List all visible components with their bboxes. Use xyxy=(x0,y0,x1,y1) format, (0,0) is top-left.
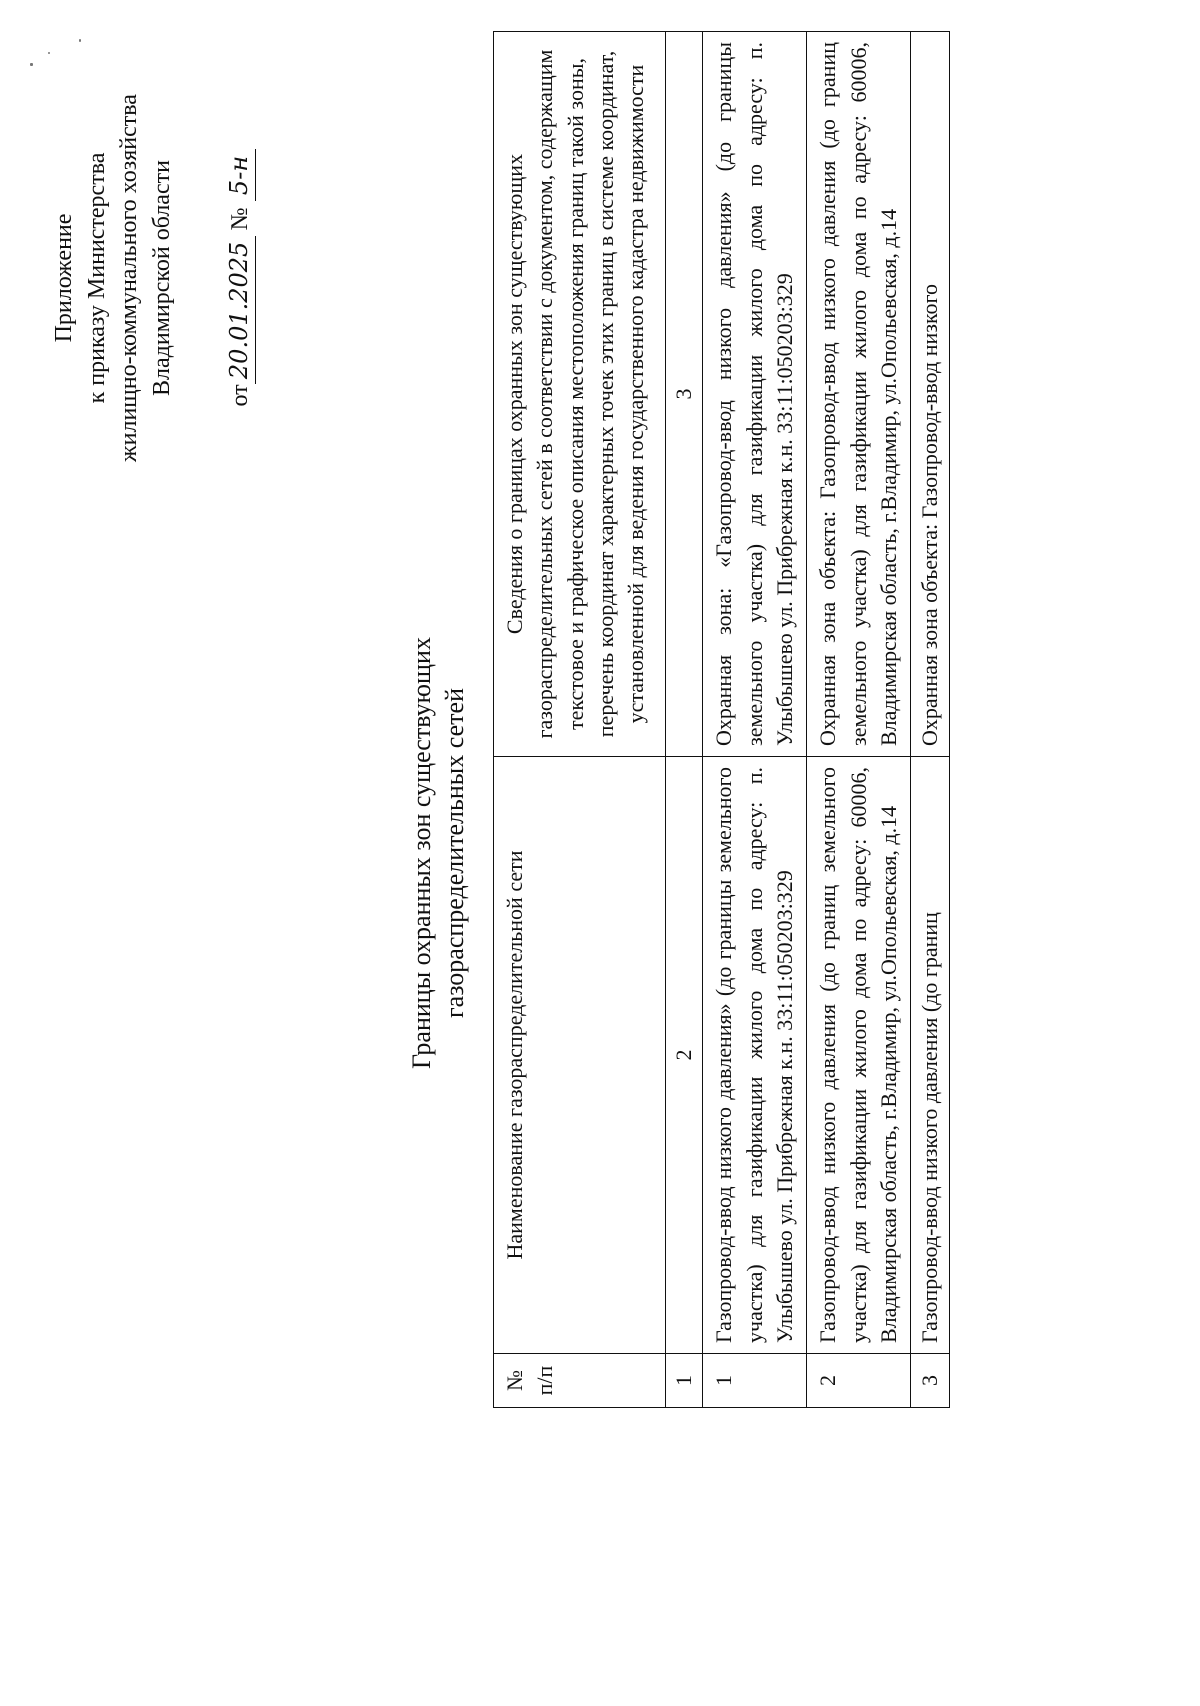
row-number: 3 xyxy=(911,1354,949,1408)
order-date-number xyxy=(223,68,257,488)
column-number-2: 2 xyxy=(666,757,703,1354)
appendix-header xyxy=(48,68,256,488)
row-number: 2 xyxy=(807,1354,911,1408)
header-zone-info: Сведения о границах охранных зон существующих газораспределительных сетей в соответствии с документом, содержащим текстовое и графическое описания местоположения границ такой зоны, перечень координат характерных точек этих границ в системе координат, установленной для ведения государственного кадастра недвижимости xyxy=(494,32,666,757)
table-header-row xyxy=(494,32,666,1408)
row-number: 1 xyxy=(703,1354,807,1408)
table-row xyxy=(703,32,807,1408)
number-prefix: № xyxy=(226,207,253,231)
network-name-cell: Газопровод-ввод низкого давления (до границ xyxy=(911,757,949,1354)
column-number-3: 3 xyxy=(666,32,703,757)
zone-info-cell: Охранная зона: «Газопровод-ввод низкого давления» (до границы земельного участка) для газификации жилого дома по адресу: п. Улыбышево ул. Прибрежная к.н. 33:11:050203:329 xyxy=(703,32,807,757)
column-number-1: 1 xyxy=(666,1354,703,1408)
scan-speck xyxy=(79,39,81,42)
header-ministry-name: жилищно-коммунального хозяйства xyxy=(116,94,143,462)
table-row xyxy=(807,32,911,1408)
header-region-name: Владимирской области xyxy=(148,160,175,396)
header-number: № п/п xyxy=(494,1354,666,1408)
network-name-cell: Газопровод-ввод низкого давления» (до границы земельного участка) для газификации жилого дома по адресу: п. Улыбышево ул. Прибрежная к.н. 33:11:050203:329 xyxy=(703,757,807,1354)
zone-info-cell: Охранная зона объекта: Газопровод-ввод низкого давления (до границ земельного участка) для газификации жилого дома по адресу: 60006, Владимирская область, г.Владимир, ул.Опольевская, д.14 xyxy=(807,32,911,757)
table-row xyxy=(911,32,949,1408)
handwritten-number: 5-н xyxy=(223,149,257,201)
protection-zones-table xyxy=(493,31,950,1408)
zone-info-cell: Охранная зона объекта: Газопровод-ввод низкого xyxy=(911,32,949,757)
header-network-name: Наименование газораспределительной сети xyxy=(494,757,666,1354)
header-order-reference: к приказу Министерства xyxy=(83,152,110,404)
scan-speck xyxy=(48,52,50,54)
scan-speck xyxy=(30,63,33,66)
handwritten-date: 20.01.2025 xyxy=(223,236,257,384)
date-prefix: от xyxy=(226,384,253,407)
title-line-1: Границы охранных зон существующих xyxy=(407,637,436,1069)
column-number-row xyxy=(666,32,703,1408)
header-appendix-label: Приложение xyxy=(51,213,77,343)
network-name-cell: Газопровод-ввод низкого давления (до границ земельного участка) для газификации жилого дома по адресу: 60006, Владимирская область, г.Владимир, ул.Опольевская, д.14 xyxy=(807,757,911,1354)
document-title xyxy=(405,618,472,1088)
title-line-2: газораспределительных сетей xyxy=(440,688,470,1019)
